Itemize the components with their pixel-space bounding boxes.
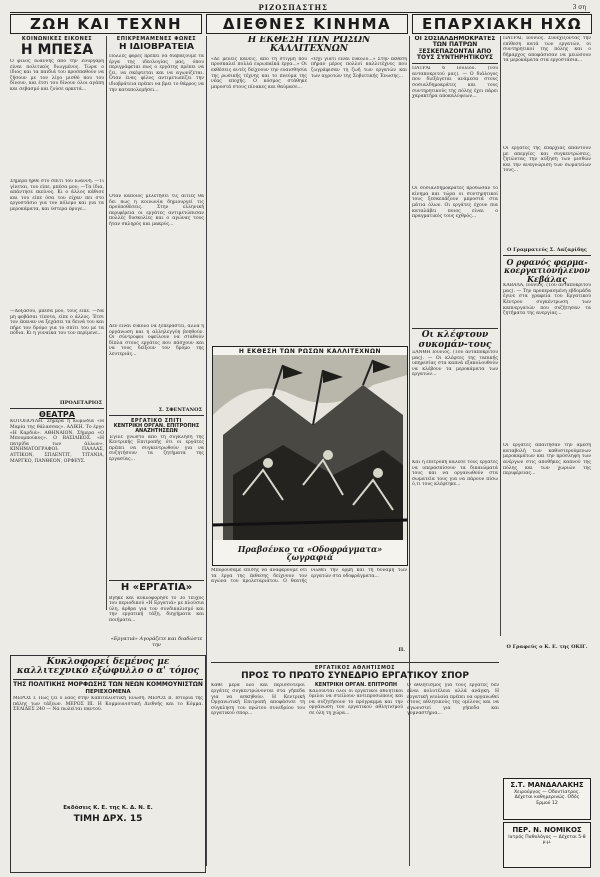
kicker-social-images: ΚΟΙΝΩΝΙΚΕΣ ΕΙΚΟΝΕΣ [21,36,93,42]
russian-artists-continued [211,568,407,658]
ergatia-title: Η «ΕΡΓΑΤΙΑ» [120,582,193,593]
article-paragraph: Οι εργάτες της επαρχίας απαντούν με απεργίες και συγκεντρώσεις, ζητώντας την αύξηση των μισθών και την αναγνώριση των σωματείων τους... [503,146,591,174]
section-header-life-and-art: ΖΩΗ ΚΑΙ ΤΕΧΝΗ [10,14,202,34]
section-header-international: ΔΙΕΘΝΕΣ ΚΙΝΗΜΑ [206,14,408,34]
article-paragraph: Ο αθλητισμός για τους εργάτες δεν είναι πολυτέλεια αλλά ανάγκη. Η εργατική νεολαία πρέπει να οργανωθεί στους αθλητικούς της ομίλους και να αγωνιστεί για γήπεδα και γυμναστήρια... [407,683,499,717]
divider [412,63,498,64]
article-signature: Ο Γραμματεύς Σ. Λαζαρίδης [507,247,587,253]
article-title-pharmacy-workers: Ο ρφανός φαρμα-κοεργατιονήλενον Κεβάλας [504,257,590,284]
book-contents-title: ΠΕΡΙΕΧΟΜΕΝΑ [85,689,131,696]
ad-text: Χειρούργος — Οδοντίατρος. Δέχεται καθημερινώς. Οδός Ερμού 12 [513,790,581,806]
divider [109,415,204,416]
theatre-title: ΘΕΑΤΡΑ [39,410,75,419]
advertisement-mandalakis [503,778,591,820]
article-paragraph: Καλούνται όλοι οι εργατικοί αθλητικοί όμιλοι να στείλουν αντιπροσώπους και να συζητήσουν το πρόγραμμα και την οργάνωση του εργατικού αθλητισμού σε όλη τη χώρα... [309,688,403,717]
ergatia-text: Βγήκε και κυκλοφόρησε το 3ο τεύχος του περιοδικού «Η Εργατιά» με πλούσια ύλη, άρθρα για τον συνδικαλισμό και την εργατική τάξη, διηγήματα και ποιήματα... [109,595,204,623]
article-title-russian-exhibition: Η ΕΚΘΕΣΗ ΤΩΝ ΡΩΣΩΝ ΚΑΛΛΙΤΕΧΝΩΝ [247,36,371,55]
advertisement-nomikos [503,822,591,868]
masthead-rule [10,12,590,13]
book-contents: ΜΕΡΟΣ Ι. Πώς ζει ο λαός στην Καπιταλιστική Ένωση. ΜΕΡΟΣ ΙΙ. Ιστορία της πάλης των τάξεων. ΜΕΡΟΣ ΙΙΙ. Η Κομμουνιστική Διεθνής και το Κόμμα. ΣΕΛΙΔΕΣ 240 — Να πωλείται παντού. [13,695,203,713]
box-title: ΚΕΝΤΡΙΚΗ ΟΡΓΑΝ. ΕΠΙΤΡΟΠΗΣ ΑΝΑΖΗΤΗΣΕΩΝ [113,423,200,435]
sport-title: ΠΡΟΣ ΤΟ ΠΡΩΤΟ ΣΥΝΕΔΡΙΟ ΕΡΓΑΤΙΚΟΥ ΣΠΟΡ [241,671,469,681]
article-paragraph: Κάθε μέρα όλο και περισσότεροι εργάτες συγκεντρώνονται στα γήπεδα για να ασκηθούν. Η Κεντρική Οργανωτική Επιτροπή αποφάσισε τη σύγκληση του πρώτου συνεδρίου του εργατικού σπορ... [211,683,305,717]
article-paragraph: «Όχι γιατί είναι εύκολο...» Στην έκθεση πήραν μέρος πολλοί καλλιτέχνες που ζωγράφισαν τη ζωή των εργατών και των αγροτών της Σοβιετικής Ένωσης... [311,56,407,79]
divider [10,408,104,409]
article-paragraph: Και η επιτροπή κάλεσε τους εργάτες να υπερασπίσουν τα δικαιώματά τους και να οργανωθούν στα σωματεία τους για να πάρουν πίσω ό,τι τους κλέφτηκε... [412,460,498,488]
article-signature: Ο Γραφεύς ο Κ. Ε. της ΟΚΙΓ. [506,644,588,651]
article-title-thieves: Οι κλέφτουν συκομάν-τους [418,330,492,350]
article-paragraph: «Δε μένεις κανείς, από τη στιγμή που προσκαλεί πολλά ευρωπαϊκά έργα...» Οι εκθέσεις αυτές δείχνουν την ευαισθησία της ρωσικής τέχνης και το πνεύμα της νέας εποχής. Ο κόσμος στάθηκε μπροστά στους πίνακες και θαύμασε... [211,56,307,90]
masthead [14,2,586,12]
column-divider [206,36,207,866]
cartoon-caption: Πραβσένκο τα «Οδοφράγματα» ζωγραφιά [237,544,383,563]
article-signature: ΠΡΟΛΕΤΑΡΙΟΣ [59,400,102,406]
cartoon-caption-top: Η ΕΚΘΕΣΗ ΤΩΝ ΡΩΣΩΝ ΚΑΛΛΙΤΕΧΝΩΝ [238,348,382,355]
article-signature: Π. [398,647,405,653]
divider [503,255,591,256]
column-ideology [109,36,204,576]
article-signature: Σ. ΣΦΕΝΤΑΝΟΣ [158,407,202,413]
kicker-column-2: ΕΠΙΚΡΕΜΑΜΕΝΕΣ ΦΩΝΕΣ [116,36,197,42]
article-paragraph: Οι σοσιαλδημοκράτες πρόδωσαν το κίνημα και τώρα οι συντηρητικοί τους ξεσκεπάζουν μπροστά στα μάτια όλων. Οι εργάτες έχουν πια καταλάβει ποιος είναι ο πραγματικός τους εχθρός... [412,186,498,220]
book-announcement [10,655,206,873]
book-slogan: Κυκλοφορεί δεμένος με καλλιτεχνικό εξώφυλλο ο α' τόμος [16,657,200,677]
divider [211,662,499,663]
column-social-images [10,36,104,576]
article-paragraph: Οι εργάτες απαίτησαν την άμεση καταβολή των καθυστερούμενων μεροκαμάτων και την πρόσληψη των ανέργων στις αποθήκες καπνού της πόλης και των χωριών της περιφέρειας... [503,443,591,477]
ad-text: Ιατρός Παθολόγος — Δέχεται 5-8 μ.μ. [508,835,586,846]
theatre-listing: ΚΟΤΟΠΟΥΛΗ. Σήμερα η κωμωδία «Η Μαρία της θάλασσας». ΑΛΙΚΗ. Το έργο «Η Καρδιά». ΑΘΗΝΑΙΟΝ. Σήμερα «Ο Μπουμπούκος». Ο ΒΑΣΙΛΙΚΟΣ. «Η πατρίδα των άλλων». ΚΙΝΗΜΑΤΟΓΡΑΦΟΙ: ΠΑΛΛΑΣ, ΑΤΤΙΚΟΝ, ΣΠΛΕΝΤΙΤ, ΤΙΤΑΝΙΑ, ΜΑΡΓΚΟ, ΠΑΝΘΕΟΝ, ΟΡΦΕΥΣ. [10,419,104,464]
article-paragraph: Πολλές φορές πρέπει να διαβάζουμε τα έργα της ιδεολογίας μας, όπου περιγράφεται πως ο εργάτης πρέπει να ζει, να σκέφτεται και να αγωνίζεται. Όταν ένας φίλος αντιμετωπίζει την ιδιοβράτεια πρέπει να βρει το θάρρος να την καταπολεμήσει... [109,54,204,93]
article-paragraph: Σήμερα ήρθε στο σπίτι του Ιωάννη. —Τι γίνεται, του είπε, μπέσα μου; —Τα ίδια, απάντησε εκείνος. Κι ο άλλος κάθισε και του είπε όσα του είχαν πει στο εργοστάσιο για τον πόλεμο και για τα μεροκάματα, και ύστερα έφυγε... [10,179,104,212]
divider [13,679,203,680]
barricades-illustration [212,346,408,566]
box-text: Έγινε γνωστό από τη σύγκληση της Κεντρικής Επιτροπής ότι οι εργάτες πρέπει να συγκεντρωθούν για να συζητήσουν τα ζητήματα της εργασίας... [109,434,204,462]
book-price: ΤΙΜΗ ΔΡΧ. 15 [73,813,143,824]
article-paragraph: Δεν είναι εύκολο να ξεπεραστεί, αλλά η οργάνωση και η αλληλεγγύη βοηθούν. Οι σύντροφοι οφείλουν να σταθούν δίπλα στους εργάτες που πάσχουν και να τους δείξουν τον δρόμο της λευτεριάς... [109,324,204,357]
ad-title: Σ.Τ. ΜΑΝΔΑΛΑΚΗΣ [510,781,584,789]
sport-kicker: ΕΡΓΑΤΙΚΟΣ ΑΘΛΗΤΙΣΜΟΣ [314,665,396,671]
article-paragraph: Μπορούσαμε επίσης να αναφέρουμε ότι τα έργα της έκθεσης δείχνουν τον αγώνα του προλεταριάτου. Ο θεατής νιώθει την ορμή και τη δύναμη των εργατών στα οδοφράγματα... [211,568,407,585]
box-kicker: ΕΡΓΑΤΙΚΟ ΣΠΙΤΙ [130,418,182,424]
masthead-paper-name: ΡΙΖΟΣΠΑΣΤΗΣ [258,2,329,12]
article-title-social-democrats: ΟΙ ΣΟΣΙΑΛΔΗΜΟΚΡΑΤΕΣ ΤΩΝ ΠΑΤΡΩΝ ΞΕΣΚΕΠΑΖΟΝΤΑΙ ΑΠΟ ΤΟΥΣ ΣΥΝΤΗΡΗΤΙΚΟΥΣ [414,36,496,61]
barricades-drawing [213,355,407,540]
article-paragraph: ΚΑΒΑΛΑ, Ιούνιος. (Του ανταποκριτού μας). — Την προπερασμένη εβδομάδα έγινε στα γραφεία του Εργατικού Κέντρου συγκέντρωση των καπνεργατών που συζήτησαν τα ζητήματα της ανεργίας... [503,283,591,317]
article-paragraph: Όταν κάποιος μελετήσει τις αιτίες θα δει πως η κοινωνία δημιουργεί τις προϋποθέσεις. Στην ελληνική περιφέρεια οι εργάτες αντιμετώπισαν πολλές δυσκολίες και ο αγώνας τους ήταν σκληρός και μακρύς... [109,194,204,227]
article-title-mpesa: Η ΜΠΕΣΑ [20,43,94,57]
column-divider [500,36,501,636]
article-paragraph: Ο φίλος Ιωάννης από την Ζούργαρη είναι πολιτικός διωγμένος. Τώρα ο ίδιος και τα παιδιά του προσπαθούν να ζήσουν με τον λίγο μισθό που του δίνουν, και έτσι του δίνουν όλοι αγάπη και σεβασμό και ζούσε αρκετά... [10,59,104,92]
ad-title: ΠΕΡ. Ν. ΝΟΜΙΚΟΣ [512,826,582,834]
section-workers-sport [211,660,499,865]
divider [109,580,204,581]
article-paragraph: —Δοξάσου, μπέσα μου, τους είπε. —Να μη φοβάσαι τίποτα, είπε ο άλλος. Έτσι τον έκαναν να ξεχάσει τα δεινά του και πήρε τον δρόμο για το σπίτι του με τα πόδια. Κι η γυναίκα του τον περίμενε... [10,309,104,337]
column-provincial-news [503,36,591,776]
book-subtitle: ΤΗΣ ΠΟΛΙΤΙΚΗΣ ΜΟΡΦΩΣΗΣ ΤΩΝ ΝΕΩΝ ΚΟΜΜΟΥΝΙΣΤΩΝ [13,680,203,688]
column-russian-artists [211,36,407,344]
article-paragraph: ΠΑΤΡΑΙ, Ιούνιος. Συνεχίζοντας την επίθεση κατά των εργατών, οι συντηρητικοί της πόλης και ο δήμαρχος αποφάσισαν να μειώσουν τα μεροκάματα στα εργοστάσια... [503,36,591,64]
ergatia-notice [109,578,204,648]
ergatia-subline: «Εργατιά» Αγοράζετε και διαδώστε την [110,635,203,648]
article-paragraph: ΠΑΤΡΑΙ 6 Ιουλίου. (Του ανταποκριτού μας). — Ο διάλογος που διεξάγεται ανάμεσα στους σοσιαλδημοκράτες και τους συντηρητικούς της πόλης έχει πάρει χαρακτήρα αποκαλύψεων... [412,66,498,100]
section-header-provincial: ΕΠΑΡΧΙΑΚΗ ΗΧΩ [412,14,592,34]
article-title-idiovrateia: Η ΙΔΙΟΒΡΑΤΕΙΑ [118,43,194,52]
masthead-page-number: 3 ση [572,3,586,11]
sport-box-title: ΚΕΝΤΡΙΚΗ ΟΡΓΑΝ. ΕΠΙΤΡΟΠΗ [314,682,398,689]
article-paragraph: ΞΑΝΘΗ Ιούνιος. (Του ανταποκριτού μας). — Οι κλέφτες της ταπικής υπηρεσίας στα καπνά εξακολουθούν να κλέβουν τα μεροκάματα των εργατών... [412,350,498,378]
book-publisher: Εκδόσεις Κ. Ε. της Κ. Δ. Ν. Ε. [63,804,153,811]
column-divider [106,36,107,610]
column-social-democrats [412,36,498,596]
